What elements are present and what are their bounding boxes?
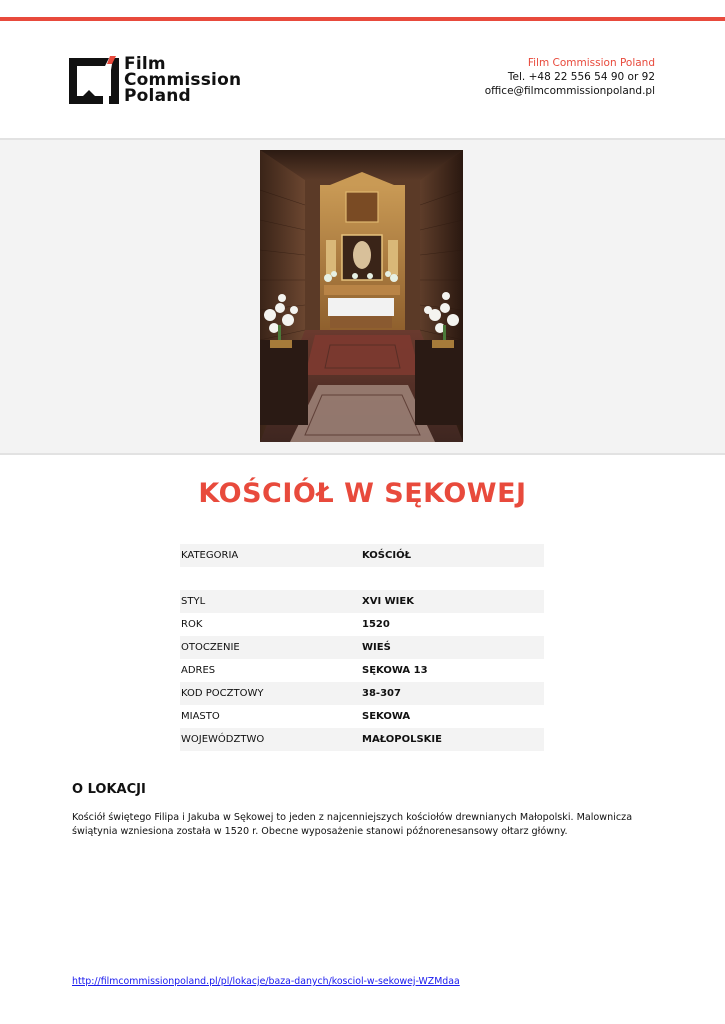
page-header [0, 21, 725, 138]
details-row-surroundings [180, 636, 544, 659]
film-commission-poland-logo [69, 54, 242, 108]
contact-phone: Tel. +48 22 556 54 90 or 92 [507, 71, 655, 83]
logo-wordmark [124, 56, 241, 104]
details-label: MIASTO [181, 711, 220, 722]
details-label: ROK [181, 619, 203, 630]
photo-band [0, 138, 725, 455]
contact-email: office@filmcommissionpoland.pl [484, 85, 655, 97]
source-url-link[interactable]: http://filmcommissionpoland.pl/pl/lokacje/baza-danych/kosciol-w-sekowej-WZMdaa [72, 976, 460, 987]
church-interior-image [260, 150, 463, 442]
details-label: KOD POCZTOWY [181, 688, 264, 699]
details-value: 38-307 [362, 688, 401, 699]
details-row-address [180, 659, 544, 682]
details-value: XVI WIEK [362, 596, 414, 607]
logo-line-3: Poland [124, 86, 191, 106]
details-value: SĘKOWA 13 [362, 665, 428, 676]
contact-block [485, 56, 655, 98]
details-row-style [180, 590, 544, 613]
logo-line-2: Commission [124, 70, 242, 90]
details-spacer [180, 567, 544, 590]
details-row-voivodeship [180, 728, 544, 751]
about-description: Kościół świętego Filipa i Jakuba w Sękowej to jeden z najcenniejszych kościołów drewnianych Małopolski. Malownicza świątynia wzniesiona została w 1520 r. Obecne wyposażenie stanowi późnorenesansowy ołtarz główny. [72, 812, 633, 837]
details-label: KATEGORIA [181, 550, 239, 561]
contact-org: Film Commission Poland [527, 57, 655, 69]
details-row-year [180, 613, 544, 636]
details-value: WIEŚ [362, 642, 391, 653]
logo-line-1: Film [124, 54, 166, 74]
details-row-postal-code [180, 682, 544, 705]
details-row-category [180, 544, 544, 567]
details-value: MAŁOPOLSKIE [362, 734, 442, 745]
details-row-city [180, 705, 544, 728]
details-label: ADRES [181, 665, 216, 676]
details-value: 1520 [362, 619, 390, 630]
page-title: KOŚCIÓŁ W SĘKOWEJ [198, 478, 527, 509]
details-label: WOJEWÓDZTWO [181, 734, 265, 745]
details-value: KOŚCIÓŁ [362, 550, 411, 561]
details-label: OTOCZENIE [181, 642, 240, 653]
details-table [180, 544, 544, 751]
about-heading: O LOKACJI [72, 782, 146, 797]
details-label: STYL [181, 596, 206, 607]
details-value: SEKOWA [362, 711, 411, 722]
location-photo [260, 150, 463, 442]
logo-frame-icon [69, 56, 121, 108]
